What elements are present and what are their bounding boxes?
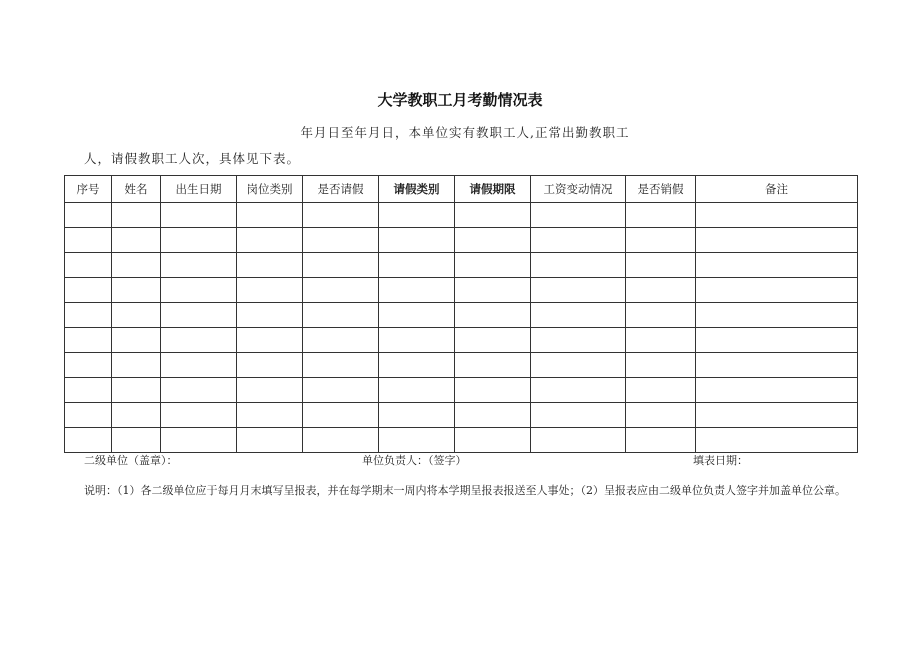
table-cell[interactable] [303,278,379,303]
table-cell[interactable] [237,378,303,403]
header-cell: 备注 [696,176,858,203]
table-cell[interactable] [379,228,455,253]
table-cell[interactable] [65,253,112,278]
table-cell[interactable] [531,203,626,228]
table-cell[interactable] [696,253,858,278]
table-cell[interactable] [161,253,237,278]
table-cell[interactable] [626,353,696,378]
table-cell[interactable] [112,428,161,453]
table-cell[interactable] [303,403,379,428]
table-cell[interactable] [455,203,531,228]
table-cell[interactable] [237,203,303,228]
table-cell[interactable] [65,228,112,253]
table-row [65,228,858,253]
table-cell[interactable] [237,228,303,253]
table-cell[interactable] [379,328,455,353]
table-cell[interactable] [112,328,161,353]
table-cell[interactable] [161,303,237,328]
table-cell[interactable] [455,403,531,428]
table-row [65,428,858,453]
table-row [65,303,858,328]
table-cell[interactable] [379,203,455,228]
table-cell[interactable] [696,203,858,228]
form-title: 大学教职工月考勤情况表 [377,91,543,109]
table-cell[interactable] [237,253,303,278]
table-cell[interactable] [531,228,626,253]
table-cell[interactable] [531,328,626,353]
table-cell[interactable] [626,203,696,228]
table-cell[interactable] [626,253,696,278]
table-cell[interactable] [303,303,379,328]
table-cell[interactable] [626,328,696,353]
table-cell[interactable] [379,378,455,403]
table-cell[interactable] [531,253,626,278]
table-row [65,203,858,228]
table-cell[interactable] [65,353,112,378]
header-cell: 请假期限 [455,176,531,203]
table-row [65,378,858,403]
table-cell[interactable] [237,353,303,378]
table-cell[interactable] [112,303,161,328]
table-cell[interactable] [303,353,379,378]
table-cell[interactable] [531,378,626,403]
table-cell[interactable] [626,378,696,403]
table-header-row [65,176,858,203]
table-cell[interactable] [696,378,858,403]
person-in-charge-label: 单位负责人：（签字） [362,454,467,467]
table-cell[interactable] [696,303,858,328]
table-cell[interactable] [379,403,455,428]
table-cell[interactable] [112,278,161,303]
table-row [65,328,858,353]
table-cell[interactable] [303,228,379,253]
table-cell[interactable] [626,428,696,453]
table-cell[interactable] [161,353,237,378]
table-cell[interactable] [237,303,303,328]
table-cell[interactable] [161,428,237,453]
table-cell[interactable] [531,403,626,428]
table-cell[interactable] [379,353,455,378]
header-cell: 序号 [65,176,112,203]
table-cell[interactable] [161,278,237,303]
table-cell[interactable] [303,328,379,353]
table-cell[interactable] [531,353,626,378]
table-cell[interactable] [696,353,858,378]
table-cell[interactable] [455,328,531,353]
attendance-table [64,175,858,453]
intro-line-2: 人，请假教职工人次，具体见下表。 [84,151,301,166]
table-cell[interactable] [161,228,237,253]
table-cell[interactable] [303,203,379,228]
table-cell[interactable] [531,278,626,303]
intro-line-1: 年月日至年月日，本单位实有教职工人,正常出勤教职工 [300,125,630,140]
table-cell[interactable] [626,303,696,328]
table-cell[interactable] [531,428,626,453]
table-cell[interactable] [455,353,531,378]
table-row [65,353,858,378]
table-cell[interactable] [455,428,531,453]
unit-seal-label: 二级单位（盖章）： [84,454,178,467]
header-cell: 是否请假 [303,176,379,203]
table-cell[interactable] [696,403,858,428]
table-cell[interactable] [303,428,379,453]
table-cell[interactable] [379,428,455,453]
table-cell[interactable] [626,403,696,428]
table-cell[interactable] [626,228,696,253]
table-cell[interactable] [455,228,531,253]
header-cell: 出生日期 [161,176,237,203]
header-cell: 工资变动情况 [531,176,626,203]
table-cell[interactable] [65,328,112,353]
fill-date-label: 填表日期： [693,454,748,467]
table-cell[interactable] [626,278,696,303]
table-cell[interactable] [65,378,112,403]
header-cell: 姓名 [112,176,161,203]
table-cell[interactable] [161,328,237,353]
table-row [65,278,858,303]
table-cell[interactable] [531,303,626,328]
table-cell[interactable] [112,378,161,403]
table-row [65,403,858,428]
table-cell[interactable] [303,253,379,278]
table-cell[interactable] [161,378,237,403]
header-cell: 请假类别 [379,176,455,203]
table-cell[interactable] [237,328,303,353]
table-cell[interactable] [455,278,531,303]
table-cell[interactable] [379,303,455,328]
table-cell[interactable] [65,428,112,453]
table-cell[interactable] [112,403,161,428]
table-cell[interactable] [65,278,112,303]
notes-text: 说明：（1）各二级单位应于每月月末填写呈报表，并在每学期末一周内将本学期呈报表报送至人事处；（2）呈报表应由二级单位负责人签字并加盖单位公章。 [84,484,846,497]
table-cell[interactable] [112,353,161,378]
table-cell[interactable] [303,378,379,403]
table-cell[interactable] [696,228,858,253]
table-cell[interactable] [379,253,455,278]
table-cell[interactable] [455,378,531,403]
table-cell[interactable] [65,403,112,428]
table-cell[interactable] [237,403,303,428]
table-cell[interactable] [696,428,858,453]
table-cell[interactable] [379,278,455,303]
table-row [65,253,858,278]
table-cell[interactable] [237,428,303,453]
table-cell[interactable] [237,278,303,303]
table-body [65,203,858,453]
table-cell[interactable] [112,253,161,278]
header-cell: 是否销假 [626,176,696,203]
header-cell: 岗位类别 [237,176,303,203]
table-cell[interactable] [161,203,237,228]
table-cell[interactable] [65,303,112,328]
table-cell[interactable] [696,278,858,303]
table-cell[interactable] [696,328,858,353]
table-cell[interactable] [112,203,161,228]
table-cell[interactable] [161,403,237,428]
table-cell[interactable] [65,203,112,228]
table-cell[interactable] [112,228,161,253]
table-cell[interactable] [455,253,531,278]
table-cell[interactable] [455,303,531,328]
